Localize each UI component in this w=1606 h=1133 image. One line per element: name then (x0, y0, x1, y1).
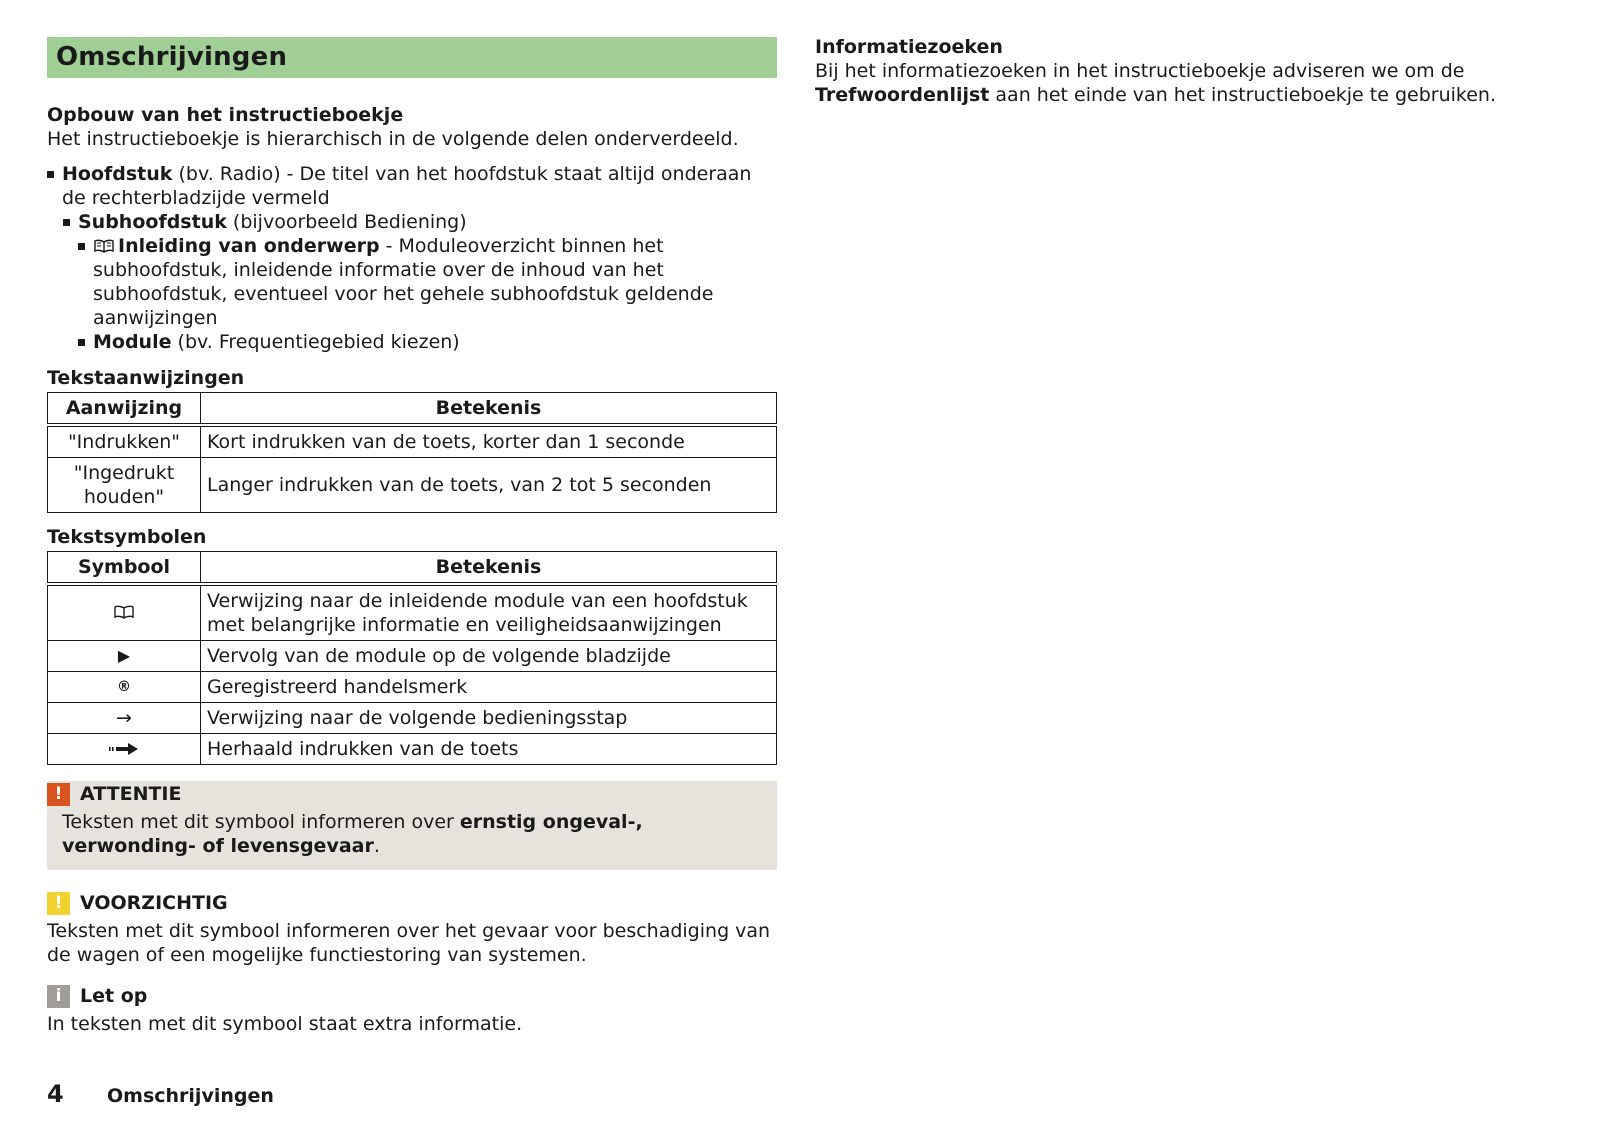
letop-title: Let op (80, 985, 148, 1007)
list-item-text: (bv. Frequentiegebied kiezen) (171, 331, 460, 353)
arrow-right-icon: → (48, 703, 201, 734)
warning-exclamation-icon: ! (47, 783, 70, 806)
table-row (48, 425, 777, 458)
table-header-row (48, 552, 777, 585)
table-cell: "Ingedrukt houden" (48, 458, 201, 513)
play-triangle-icon: ▶ (48, 641, 201, 672)
letop-text: In teksten met dit symbool staat extra informatie. (47, 1013, 523, 1035)
list-item (47, 234, 777, 330)
voorzichtig-header (47, 890, 777, 916)
informatiezoeken-heading: Informatiezoeken (815, 36, 1003, 58)
repeat-arrow-icon (109, 743, 139, 755)
bullet-square-icon (63, 219, 70, 226)
table-header-row (48, 393, 777, 426)
list-item-term: Inleiding van onderwerp (118, 235, 380, 257)
list-item-term: Subhoofdstuk (78, 211, 227, 233)
attentie-header (47, 781, 762, 807)
attentie-text (47, 810, 762, 858)
table-row (48, 703, 777, 734)
attentie-title: ATTENTIE (80, 783, 182, 805)
footer-title: Omschrijvingen (107, 1085, 274, 1107)
table-row (48, 641, 777, 672)
chapter-title: Omschrijvingen (47, 37, 777, 78)
table-cell: "Indrukken" (48, 425, 201, 458)
informatiezoeken-text (815, 59, 1515, 107)
table2-title: Tekstsymbolen (47, 526, 207, 548)
table-row (48, 584, 777, 641)
bullet-square-icon (78, 339, 85, 346)
list-item-text: - Moduleoverzicht binnen het subhoofdstuk, inleidende informatie over de inhoud van het subhoofdstuk, eventueel voor het gehele subhoofdstuk geldende aanwijzingen (93, 235, 714, 329)
list-item-term: Hoofdstuk (62, 163, 173, 185)
table-row (48, 734, 777, 765)
table-cell: Geregistreerd handelsmerk (201, 672, 777, 703)
table-header: Betekenis (201, 393, 777, 426)
list-item (47, 162, 777, 210)
structure-list (47, 162, 777, 354)
attentie-text-part: . (373, 835, 380, 857)
table-row (48, 672, 777, 703)
attentie-text-bold: ernstig ongeval-, verwonding- of levensgevaar (62, 811, 643, 857)
list-item (47, 330, 777, 354)
table1-title: Tekstaanwijzingen (47, 367, 245, 389)
bullet-square-icon (47, 171, 54, 178)
informatiezoeken-text-part: Bij het informatiezoeken in het instructieboekje adviseren we om de (815, 60, 1465, 82)
intro-section (47, 103, 777, 151)
registered-icon: ® (48, 672, 201, 703)
caution-exclamation-icon: ! (47, 892, 70, 915)
table-header: Aanwijzing (48, 393, 201, 426)
table-cell: Verwijzing naar de inleidende module van een hoofdstuk met belangrijke informatie en veiligheidsaanwijzingen (201, 584, 777, 641)
voorzichtig-text: Teksten met dit symbool informeren over het gevaar voor beschadiging van de wagen of een mogelijke functiestoring van systemen. (47, 920, 771, 966)
table-cell: Kort indrukken van de toets, korter dan 1 seconde (201, 425, 777, 458)
table-cell: Vervolg van de module op de volgende bladzijde (201, 641, 777, 672)
list-item (47, 210, 777, 234)
table-cell: Herhaald indrukken van de toets (201, 734, 777, 765)
table-cell: Verwijzing naar de volgende bedieningsstap (201, 703, 777, 734)
list-item-term: Module (93, 331, 172, 353)
attentie-box (47, 781, 777, 870)
text-symbols-table (47, 551, 777, 765)
left-column (47, 37, 777, 1036)
table-row (48, 458, 777, 513)
attentie-text-part: Teksten met dit symbool informeren over (62, 811, 460, 833)
voorzichtig-title: VOORZICHTIG (80, 892, 228, 914)
table-header: Symbool (48, 552, 201, 585)
book-icon (93, 239, 115, 253)
info-icon: i (47, 985, 70, 1008)
table-cell: Langer indrukken van de toets, van 2 tot 5 seconden (201, 458, 777, 513)
book-icon (113, 605, 135, 619)
page-number: 4 (47, 1080, 64, 1108)
bullet-square-icon (78, 243, 85, 250)
page-footer (47, 1080, 274, 1108)
list-item-text: (bijvoorbeeld Bediening) (226, 211, 467, 233)
table-cell (48, 584, 201, 641)
letop-header (47, 983, 777, 1009)
table-header: Betekenis (201, 552, 777, 585)
intro-heading: Opbouw van het instructieboekje (47, 104, 404, 126)
right-column (815, 35, 1515, 107)
informatiezoeken-text-bold: Trefwoordenlijst (815, 84, 990, 106)
list-item-text: (bv. Radio) - De titel van het hoofdstuk staat altijd onderaan de rechterbladzijde vermeld (62, 163, 752, 209)
table-cell (48, 734, 201, 765)
text-instructions-table (47, 392, 777, 513)
intro-text: Het instructieboekje is hierarchisch in de volgende delen onderverdeeld. (47, 128, 739, 150)
informatiezoeken-text-part: aan het einde van het instructieboekje te gebruiken. (989, 84, 1496, 106)
